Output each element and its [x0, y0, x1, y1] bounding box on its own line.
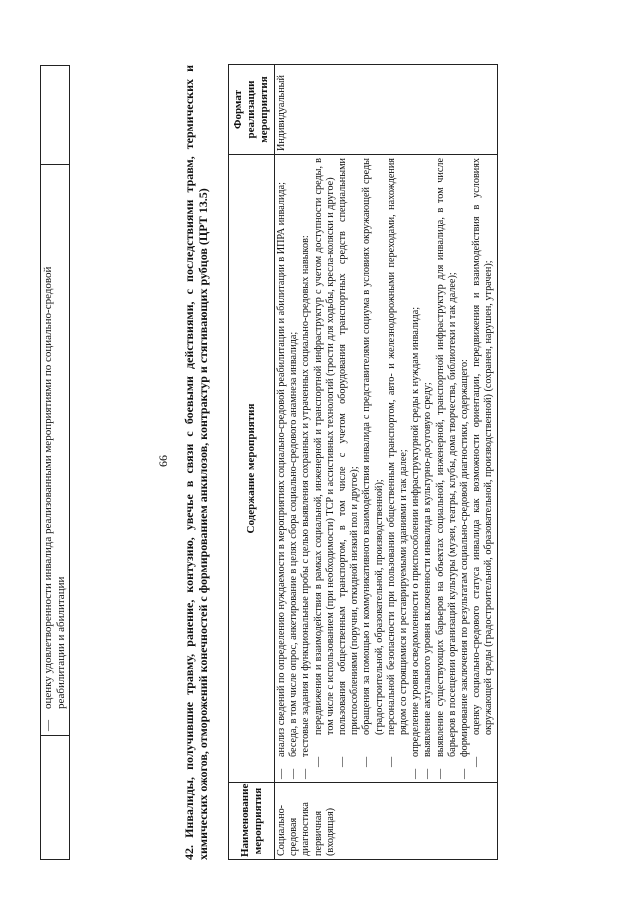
list-item: — формирование заключения по результатам социально-средовой диагностики, содержащего: [459, 359, 471, 779]
list-item: — выявление актуального уровня включенности инвалида в культурно-досуговую среду; [422, 382, 434, 779]
header-format: Формат реализации мероприятия [229, 65, 275, 155]
empty-format-cell [41, 66, 70, 165]
page-number: 66 [156, 455, 170, 467]
measures-table [228, 64, 498, 860]
continued-content-cell [41, 165, 70, 736]
sub-list-item: — персональной безопасности при пользовании общественным транспортом, авто- и железнодорожными переходами, нахождения рядом со строящимися и реставрируемыми зданиями и так далее; [385, 158, 410, 767]
sub-list-item: — оценку социально-средового статуса инвалида как возможности ориентации, передвижения и взаимодействия в условиях окружающей среды (градостроительной, образовательной, производственной) (сохранен, нарушен, утрачен); [471, 158, 495, 767]
table-row [41, 66, 70, 860]
header-content: Содержание мероприятия [229, 155, 275, 783]
measure-name-cell: Социально- средовая диагностика первичная (входящая) [275, 783, 498, 860]
list-item: — тестовые задания и функциональные пробы с целью выявления сохранных и утраченных социально-средовых навыков: [300, 235, 312, 779]
list-item: — выявление существующих барьеров на объектах социальной, инженерной, транспортной инфраструктур для инвалида, в том числе барьеров в посещении организаций культуры (музеи, театры, клубы, дома творчества, библиотеки и так далее); [434, 158, 458, 779]
header-name: Наименование мероприятия [229, 783, 275, 860]
list-item: — анализ сведений по определению нуждаемости в мероприятиях социально-средовой реабилитации и абилитации в ИПРА инвалида; [276, 182, 287, 779]
sub-list-item: — передвижения и взаимодействия в рамках социальной, инженерной и транспортной инфраструктур с учетом доступности среды, в том числе с использованием (при необходимости) ТСР и ассистивных технологий (трости для ходьбы, кресла-коляски и другое) [312, 158, 336, 767]
measure-format-cell: Индивидуальный [275, 65, 498, 155]
list-item-text: оценку удовлетворенности инвалида реализованными мероприятиями по социально-средовой реабилитации и абилитации [42, 266, 67, 709]
sub-list-item: — пользования общественным транспортом, в том числе с учетом оборудования транспортных средств специальными приспособлениями (поручни, откидной низкий пол и другое); [337, 158, 361, 767]
dash: — [42, 720, 54, 731]
list-item: — беседа, в том числе опрос, анкетирование в целях сбора социально-средового анамнеза инвалида; [288, 331, 300, 779]
sub-list-item: — обращения за помощью и коммуникативного взаимодействия инвалида с представителями социума в условиях окружающей среды (градостроительной, образовательной, производственной); [361, 158, 385, 767]
continued-table [40, 65, 70, 860]
measure-content-cell [275, 155, 498, 783]
table-header-row [229, 65, 275, 860]
list-item [42, 169, 68, 731]
list-item: — определение уровня осведомленности о приспособлении инфраструктурной среды к нуждам инвалида; [410, 306, 422, 779]
table-row [275, 65, 498, 860]
section-heading: 42. Инвалиды, получившие травму, ранение, контузию, увечье в связи с боевыми действиями, с последствиями травм, термических и химических ожогов, отморожений конечностей с формированием анкилозов, контрактур и стягивающих рубцов (ЦРТ 13.5) [182, 65, 210, 860]
empty-name-cell [41, 736, 70, 860]
